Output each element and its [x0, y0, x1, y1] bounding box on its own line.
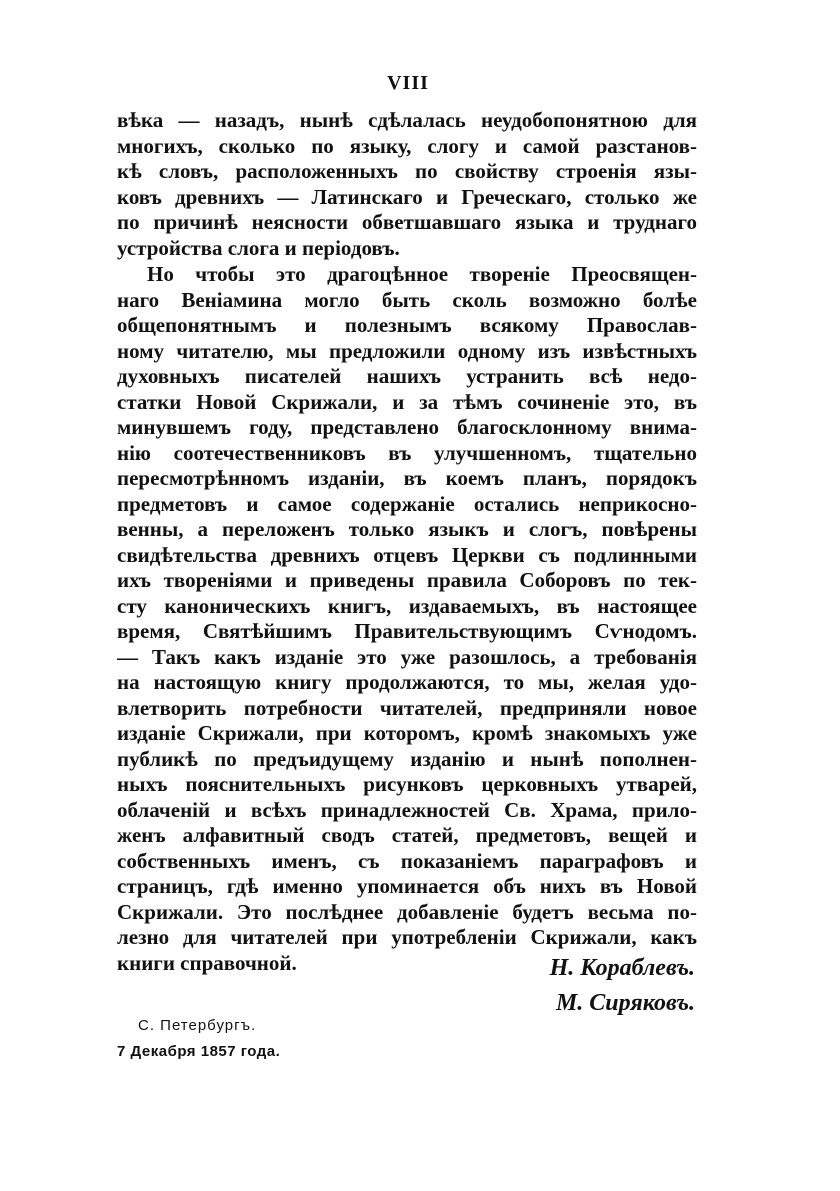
text-line: статки Новой Скрижали, и за тѣмъ сочиненіе это, въ — [117, 389, 697, 414]
text-line: нію соотечественниковъ въ улучшенномъ, тщательно — [117, 440, 697, 465]
text-line: женъ алфавитный сводъ статей, предметовъ, вещей и — [117, 823, 697, 847]
text-line: кѣ словъ, расположенныхъ по свойству строенія язы- — [117, 159, 697, 183]
text-line: ихъ твореніями и приведены правила Соборовъ по тек- — [117, 568, 697, 592]
text-line: ныхъ пояснительныхъ рисунковъ церковныхъ утварей, — [117, 772, 697, 796]
text-line: страницъ, гдѣ именно упоминается объ нихъ въ Новой — [117, 874, 697, 898]
text-line: книги справочной. — [117, 950, 297, 975]
text-line: устройства слога и періодовъ. — [117, 235, 400, 260]
signature-siryakov: М. Сиряковъ. — [555, 990, 695, 1016]
text-line: венны, а переложенъ только языкъ и слогъ, повѣрены — [117, 517, 697, 541]
text-line: изданіе Скрижали, при которомъ, кромѣ знакомыхъ уже — [117, 721, 697, 745]
text-line: влетворить потребности читателей, предприняли новое — [117, 695, 697, 720]
text-line: духовныхъ писателей нашихъ устранить всѣ недо- — [117, 364, 697, 388]
text-line: по причинѣ неясности обветшавшаго языка и труднаго — [117, 210, 697, 234]
text-line: Скрижали. Это послѣднее добавленіе будетъ весьма по- — [117, 899, 697, 924]
text-line: Но чтобы это драгоцѣнное твореніе Преосвящен- — [147, 262, 697, 286]
date-line: 7 Декабря 1857 года. — [117, 1043, 281, 1060]
signature-korablev: Н. Кораблевъ. — [549, 955, 695, 981]
place-of-writing: С. Петербургъ. — [138, 1017, 257, 1034]
text-line: пересмотрѣнномъ изданіи, въ коемъ планъ, порядокъ — [117, 466, 697, 490]
text-line: время, Святѣйшимъ Правительствующимъ Сѵнодомъ. — [117, 619, 697, 643]
text-line: облаченій и всѣхъ принадлежностей Св. Храма, прило- — [117, 797, 697, 822]
text-line: собственныхъ именъ, съ показаніемъ параграфовъ и — [117, 848, 697, 873]
text-line: ному читателю, мы предложили одному изъ извѣстныхъ — [117, 338, 697, 363]
text-line: публикѣ по предъидущему изданію и нынѣ пополнен- — [117, 746, 697, 771]
text-line: ковъ древнихъ — Латинскаго и Греческаго, столько же — [117, 184, 697, 209]
text-line: лезно для читателей при употребленіи Скрижали, какъ — [117, 925, 697, 949]
text-line: многихъ, сколько по языку, слогу и самой разстанов- — [117, 133, 697, 158]
paragraph-2 — [117, 262, 697, 976]
text-line: общепонятнымъ и полезнымъ всякому Православ- — [117, 313, 697, 337]
paragraph-1 — [117, 108, 697, 261]
text-line: вѣка — назадъ, нынѣ сдѣлалась неудобопонятною для — [117, 108, 697, 132]
text-line: — Такъ какъ изданіе это уже разошлось, а требованія — [117, 644, 697, 669]
text-line: на настоящую книгу продолжаются, то мы, желая удо- — [117, 670, 697, 694]
text-line: предметовъ и самое содержаніе остались неприкосно- — [117, 491, 697, 516]
page-number: VIII — [387, 72, 429, 94]
text-line: свидѣтельства древнихъ отцевъ Церкви съ подлинными — [117, 542, 697, 567]
text-line: минувшемъ году, представлено благосклонному внима- — [117, 415, 697, 439]
text-line: сту каноническихъ книгъ, издаваемыхъ, въ настоящее — [117, 593, 697, 618]
text-line: наго Веніамина могло быть сколь возможно болѣе — [117, 287, 697, 312]
